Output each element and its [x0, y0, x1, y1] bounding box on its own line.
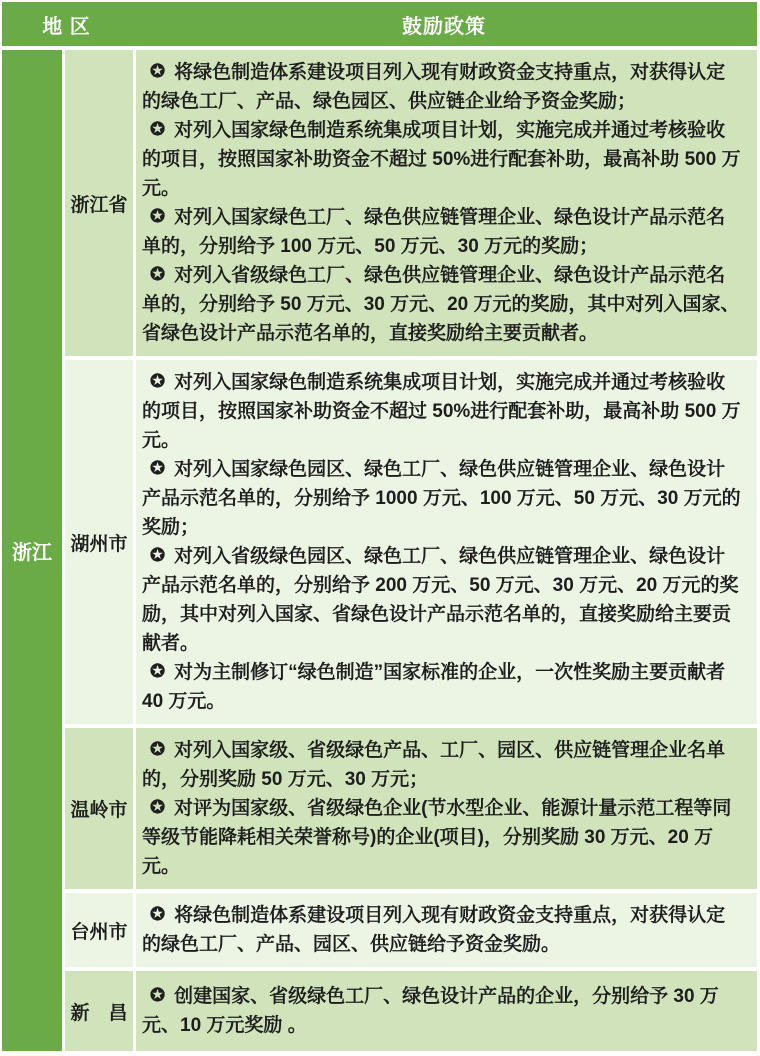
star-bullet-icon: ✪	[150, 985, 166, 1005]
header-region: 地 区	[42, 15, 91, 38]
city-cell: 温岭市	[65, 728, 133, 889]
policy-item	[142, 203, 743, 261]
city-rows	[65, 50, 757, 1051]
policy-item	[142, 794, 743, 881]
table-body	[2, 50, 757, 1051]
table-row	[65, 360, 757, 724]
star-bullet-icon: ✪	[150, 61, 166, 81]
star-bullet-icon: ✪	[150, 119, 166, 139]
policy-item	[142, 116, 743, 203]
policy-item	[142, 901, 743, 959]
star-bullet-icon: ✪	[150, 739, 166, 759]
policy-item	[142, 261, 743, 348]
policy-item-text: 对列入国家绿色制造系统集成项目计划，实施完成并通过考核验收的项目，按照国家补助资金不超过 50%进行配套补助，最高补助 500 万元。	[142, 120, 741, 199]
star-bullet-icon: ✪	[150, 264, 166, 284]
policy-cell	[136, 360, 757, 724]
star-bullet-icon: ✪	[150, 458, 166, 478]
table-header-row	[2, 2, 757, 46]
policy-item	[142, 455, 743, 542]
policy-item	[142, 982, 743, 1040]
policy-cell	[136, 50, 757, 356]
header-policy: 鼓励政策	[402, 15, 486, 38]
policy-item-text: 将绿色制造体系建设项目列入现有财政资金支持重点，对获得认定的绿色工厂、产品、绿色园区、供应链企业给予资金奖励；	[142, 62, 726, 112]
policy-cell	[136, 728, 757, 889]
city-cell: 湖州市	[65, 360, 133, 724]
policy-item-text: 将绿色制造体系建设项目列入现有财政资金支持重点，对获得认定的绿色工厂、产品、园区、供应链给予资金奖励。	[142, 905, 726, 955]
table-row	[65, 893, 757, 967]
policy-item	[142, 736, 743, 794]
city-cell: 台州市	[65, 893, 133, 967]
star-bullet-icon: ✪	[150, 545, 166, 565]
star-bullet-icon: ✪	[150, 904, 166, 924]
table-row	[65, 50, 757, 356]
city-cell: 新 昌	[65, 971, 133, 1051]
policy-item-text: 对为主制修订“绿色制造”国家标准的企业，一次性奖励主要贡献者 40 万元。	[142, 662, 726, 712]
policy-item	[142, 658, 743, 716]
province-cell-zhejiang: 浙江	[2, 50, 62, 1051]
star-bullet-icon: ✪	[150, 661, 166, 681]
policy-item	[142, 542, 743, 658]
policy-item-text: 对列入省级绿色工厂、绿色供应链管理企业、绿色设计产品示范名单的，分别给予 50 万元、30 万元、20 万元的奖励，其中对列入国家、省绿色设计产品示范名单的，直接奖励给主要贡献者。	[142, 265, 740, 344]
policy-item-text: 对列入国家级、省级绿色产品、工厂、园区、供应链管理企业名单的，分别奖励 50 万元、30 万元；	[142, 740, 726, 790]
policy-cell	[136, 893, 757, 967]
policy-cell	[136, 971, 757, 1051]
policy-item-text: 对列入国家绿色工厂、绿色供应链管理企业、绿色设计产品示范名单的，分别给予 100 万元、50 万元、30 万元的奖励；	[142, 207, 726, 257]
city-cell: 浙江省	[65, 50, 133, 356]
policy-item-text: 对列入国家绿色制造系统集成项目计划，实施完成并通过考核验收的项目，按照国家补助资金不超过 50%进行配套补助，最高补助 500 万元。	[142, 372, 741, 451]
table-row	[65, 728, 757, 889]
star-bullet-icon: ✪	[150, 206, 166, 226]
policy-item-text: 创建国家、省级绿色工厂、绿色设计产品的企业，分别给予 30 万元、10 万元奖励 。	[142, 986, 719, 1036]
table-row	[65, 971, 757, 1051]
policy-item	[142, 368, 743, 455]
star-bullet-icon: ✪	[150, 371, 166, 391]
policy-item	[142, 58, 743, 116]
policy-item-text: 对列入国家绿色园区、绿色工厂、绿色供应链管理企业、绿色设计产品示范名单的，分别给予 1000 万元、100 万元、50 万元、30 万元的奖励；	[142, 459, 741, 538]
policy-item-text: 对评为国家级、省级绿色企业(节水型企业、能源计量示范工程等同等级节能降耗相关荣誉称号)的企业(项目)，分别奖励 30 万元、20 万元。	[142, 798, 732, 877]
policy-item-text: 对列入省级绿色园区、绿色工厂、绿色供应链管理企业、绿色设计产品示范名单的，分别给予 200 万元、50 万元、30 万元、20 万元的奖励，其中对列入国家、省绿色设计产品示范名单的，直接奖励给主要贡献者。	[142, 546, 739, 654]
star-bullet-icon: ✪	[150, 797, 166, 817]
